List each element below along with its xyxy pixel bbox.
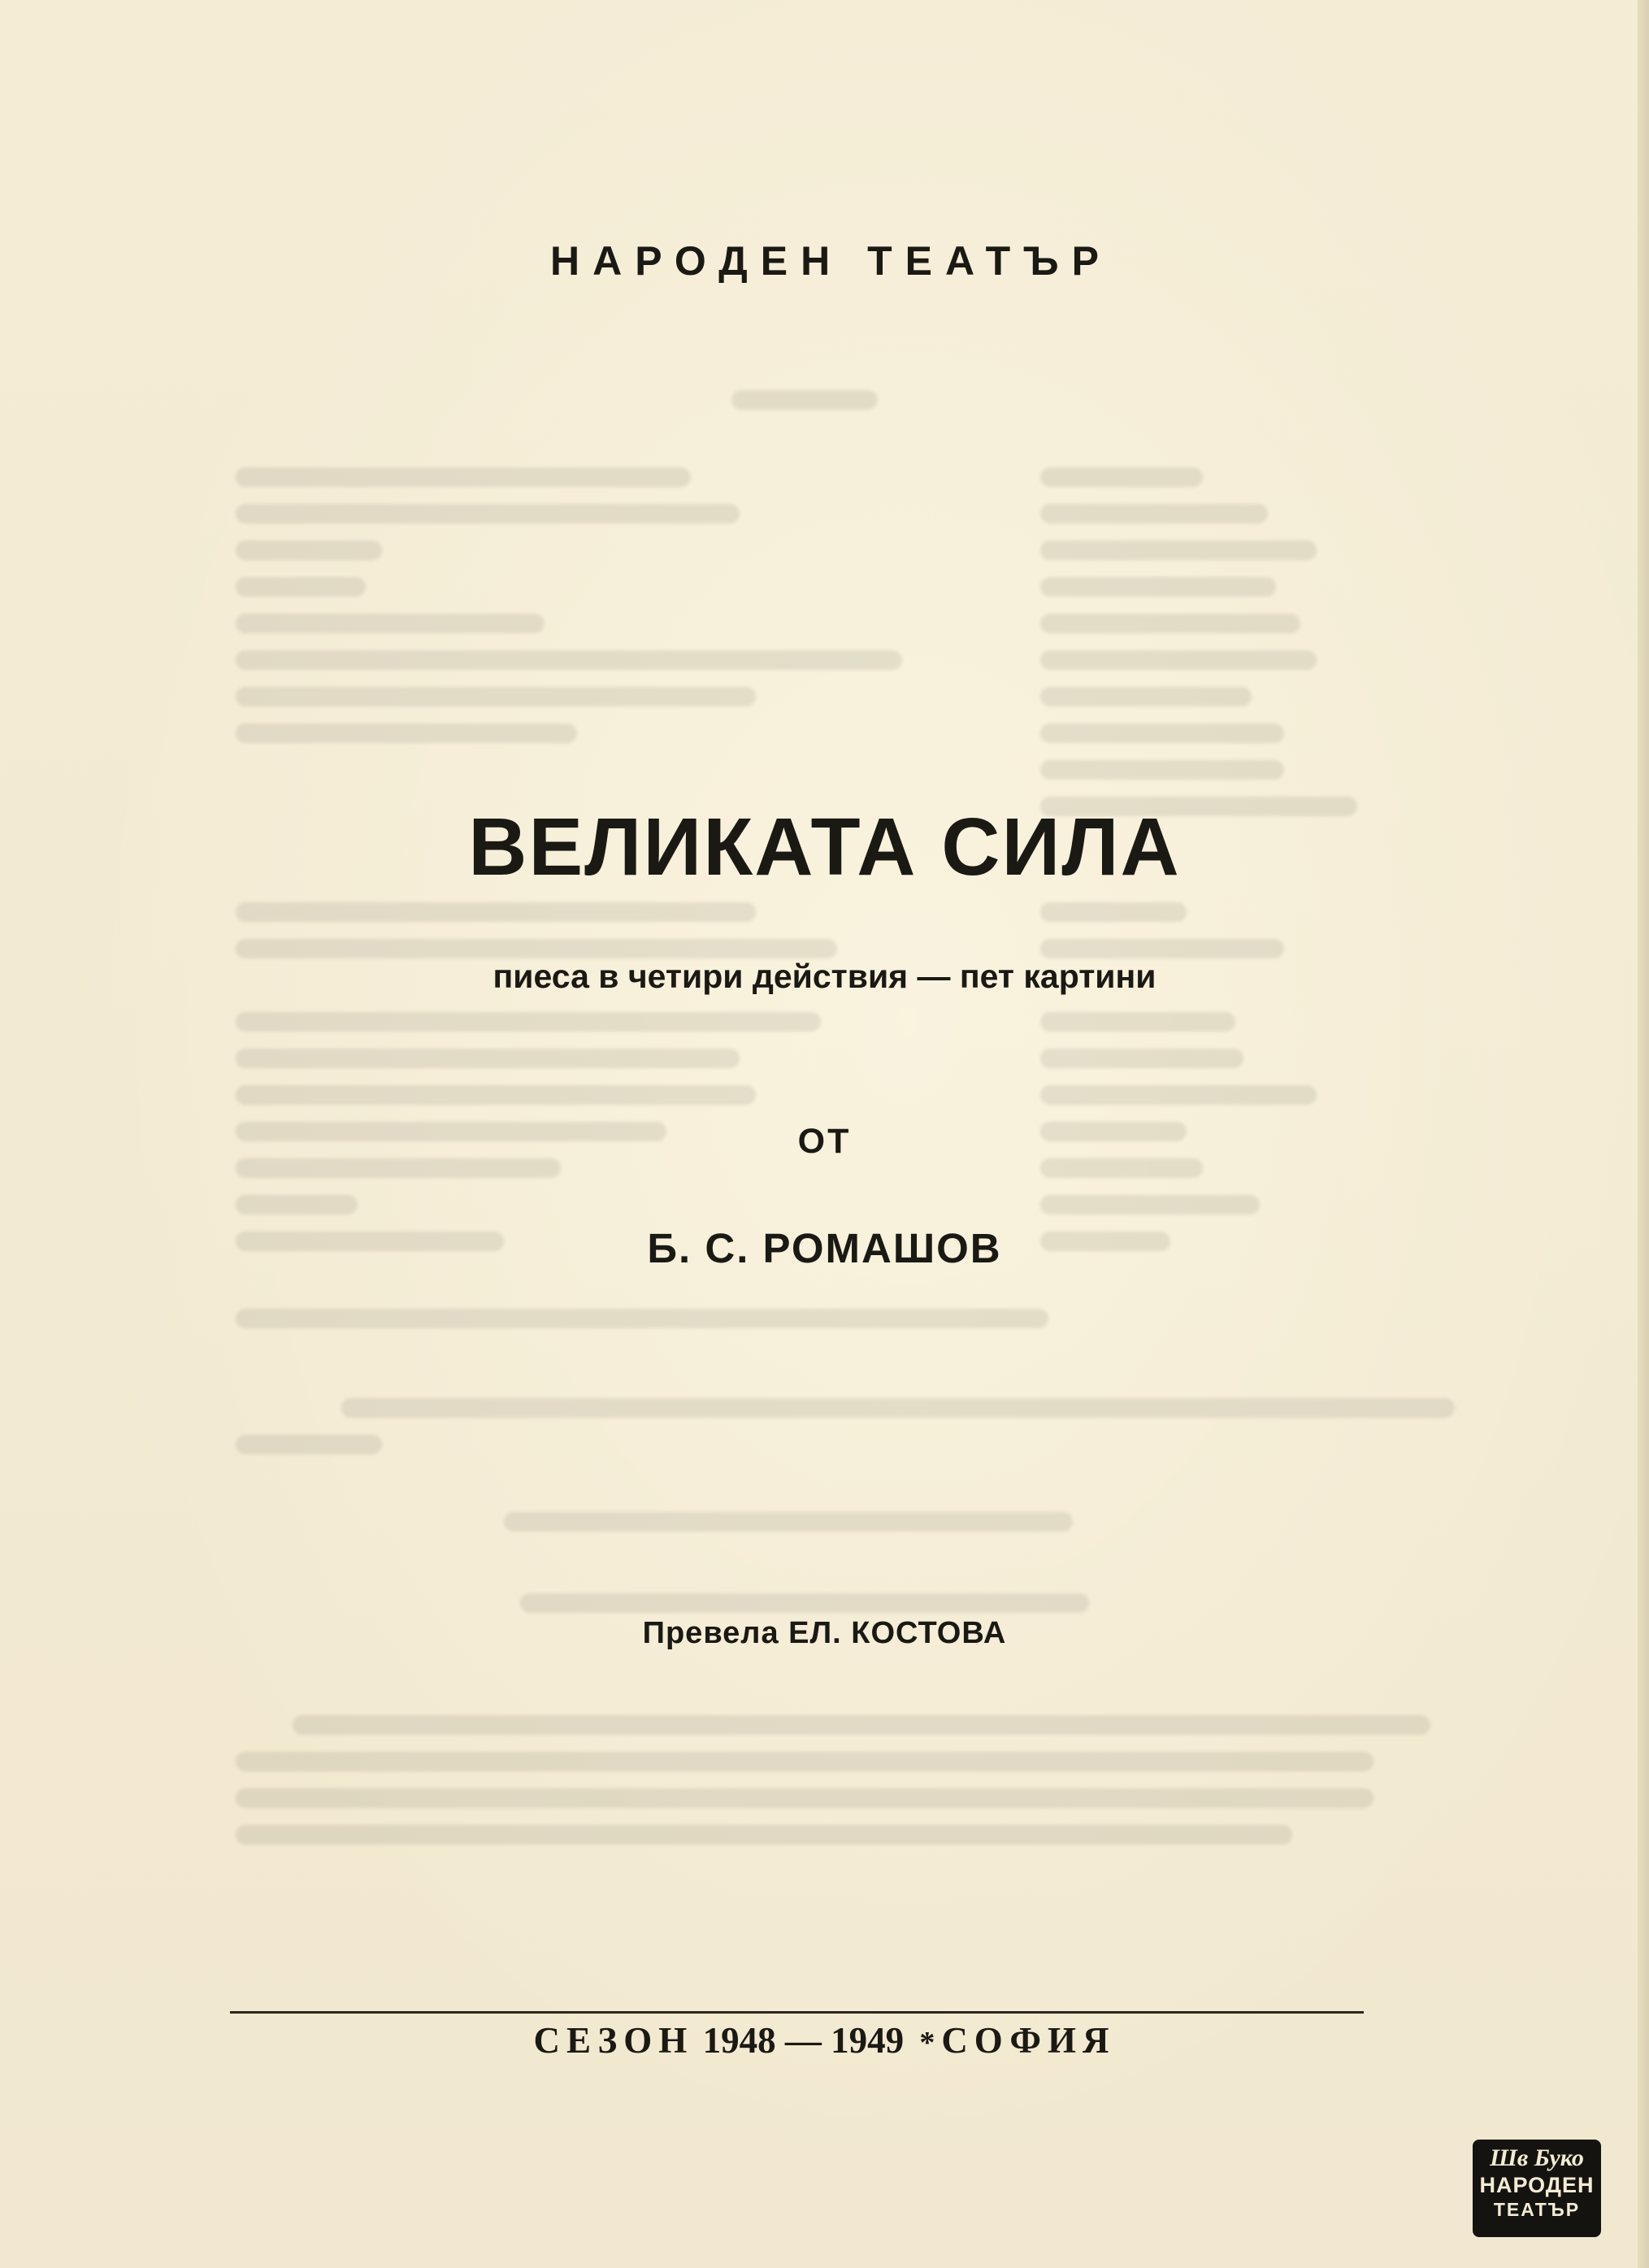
footer-divider <box>230 2011 1364 2014</box>
logo-script: Шв Буко <box>1490 2144 1584 2171</box>
play-title: ВЕЛИКАТА СИЛА <box>468 802 1181 893</box>
city-name: СОФИЯ <box>941 2020 1116 2061</box>
by-label: ОТ <box>797 1122 852 1161</box>
translator-credit: Превела ЕЛ. КОСТОВА <box>642 1616 1007 1650</box>
logo-line-1: НАРОДЕН <box>1479 2173 1595 2197</box>
logo-line-2: ТЕАТЪР <box>1493 2199 1581 2220</box>
theatre-name: НАРОДЕН ТЕАТЪР <box>550 238 1112 284</box>
play-subtitle: пиеса в четири действия — пет картини <box>493 958 1156 995</box>
separator-star: * <box>919 2026 935 2060</box>
season-label: СЕЗОН <box>533 2020 694 2061</box>
national-theatre-logo <box>1473 2140 1601 2237</box>
season-years: 1948 — 1949 <box>702 2020 905 2061</box>
author-name: Б. С. РОМАШОВ <box>647 1225 1002 1271</box>
season-line <box>0 2019 1649 2062</box>
